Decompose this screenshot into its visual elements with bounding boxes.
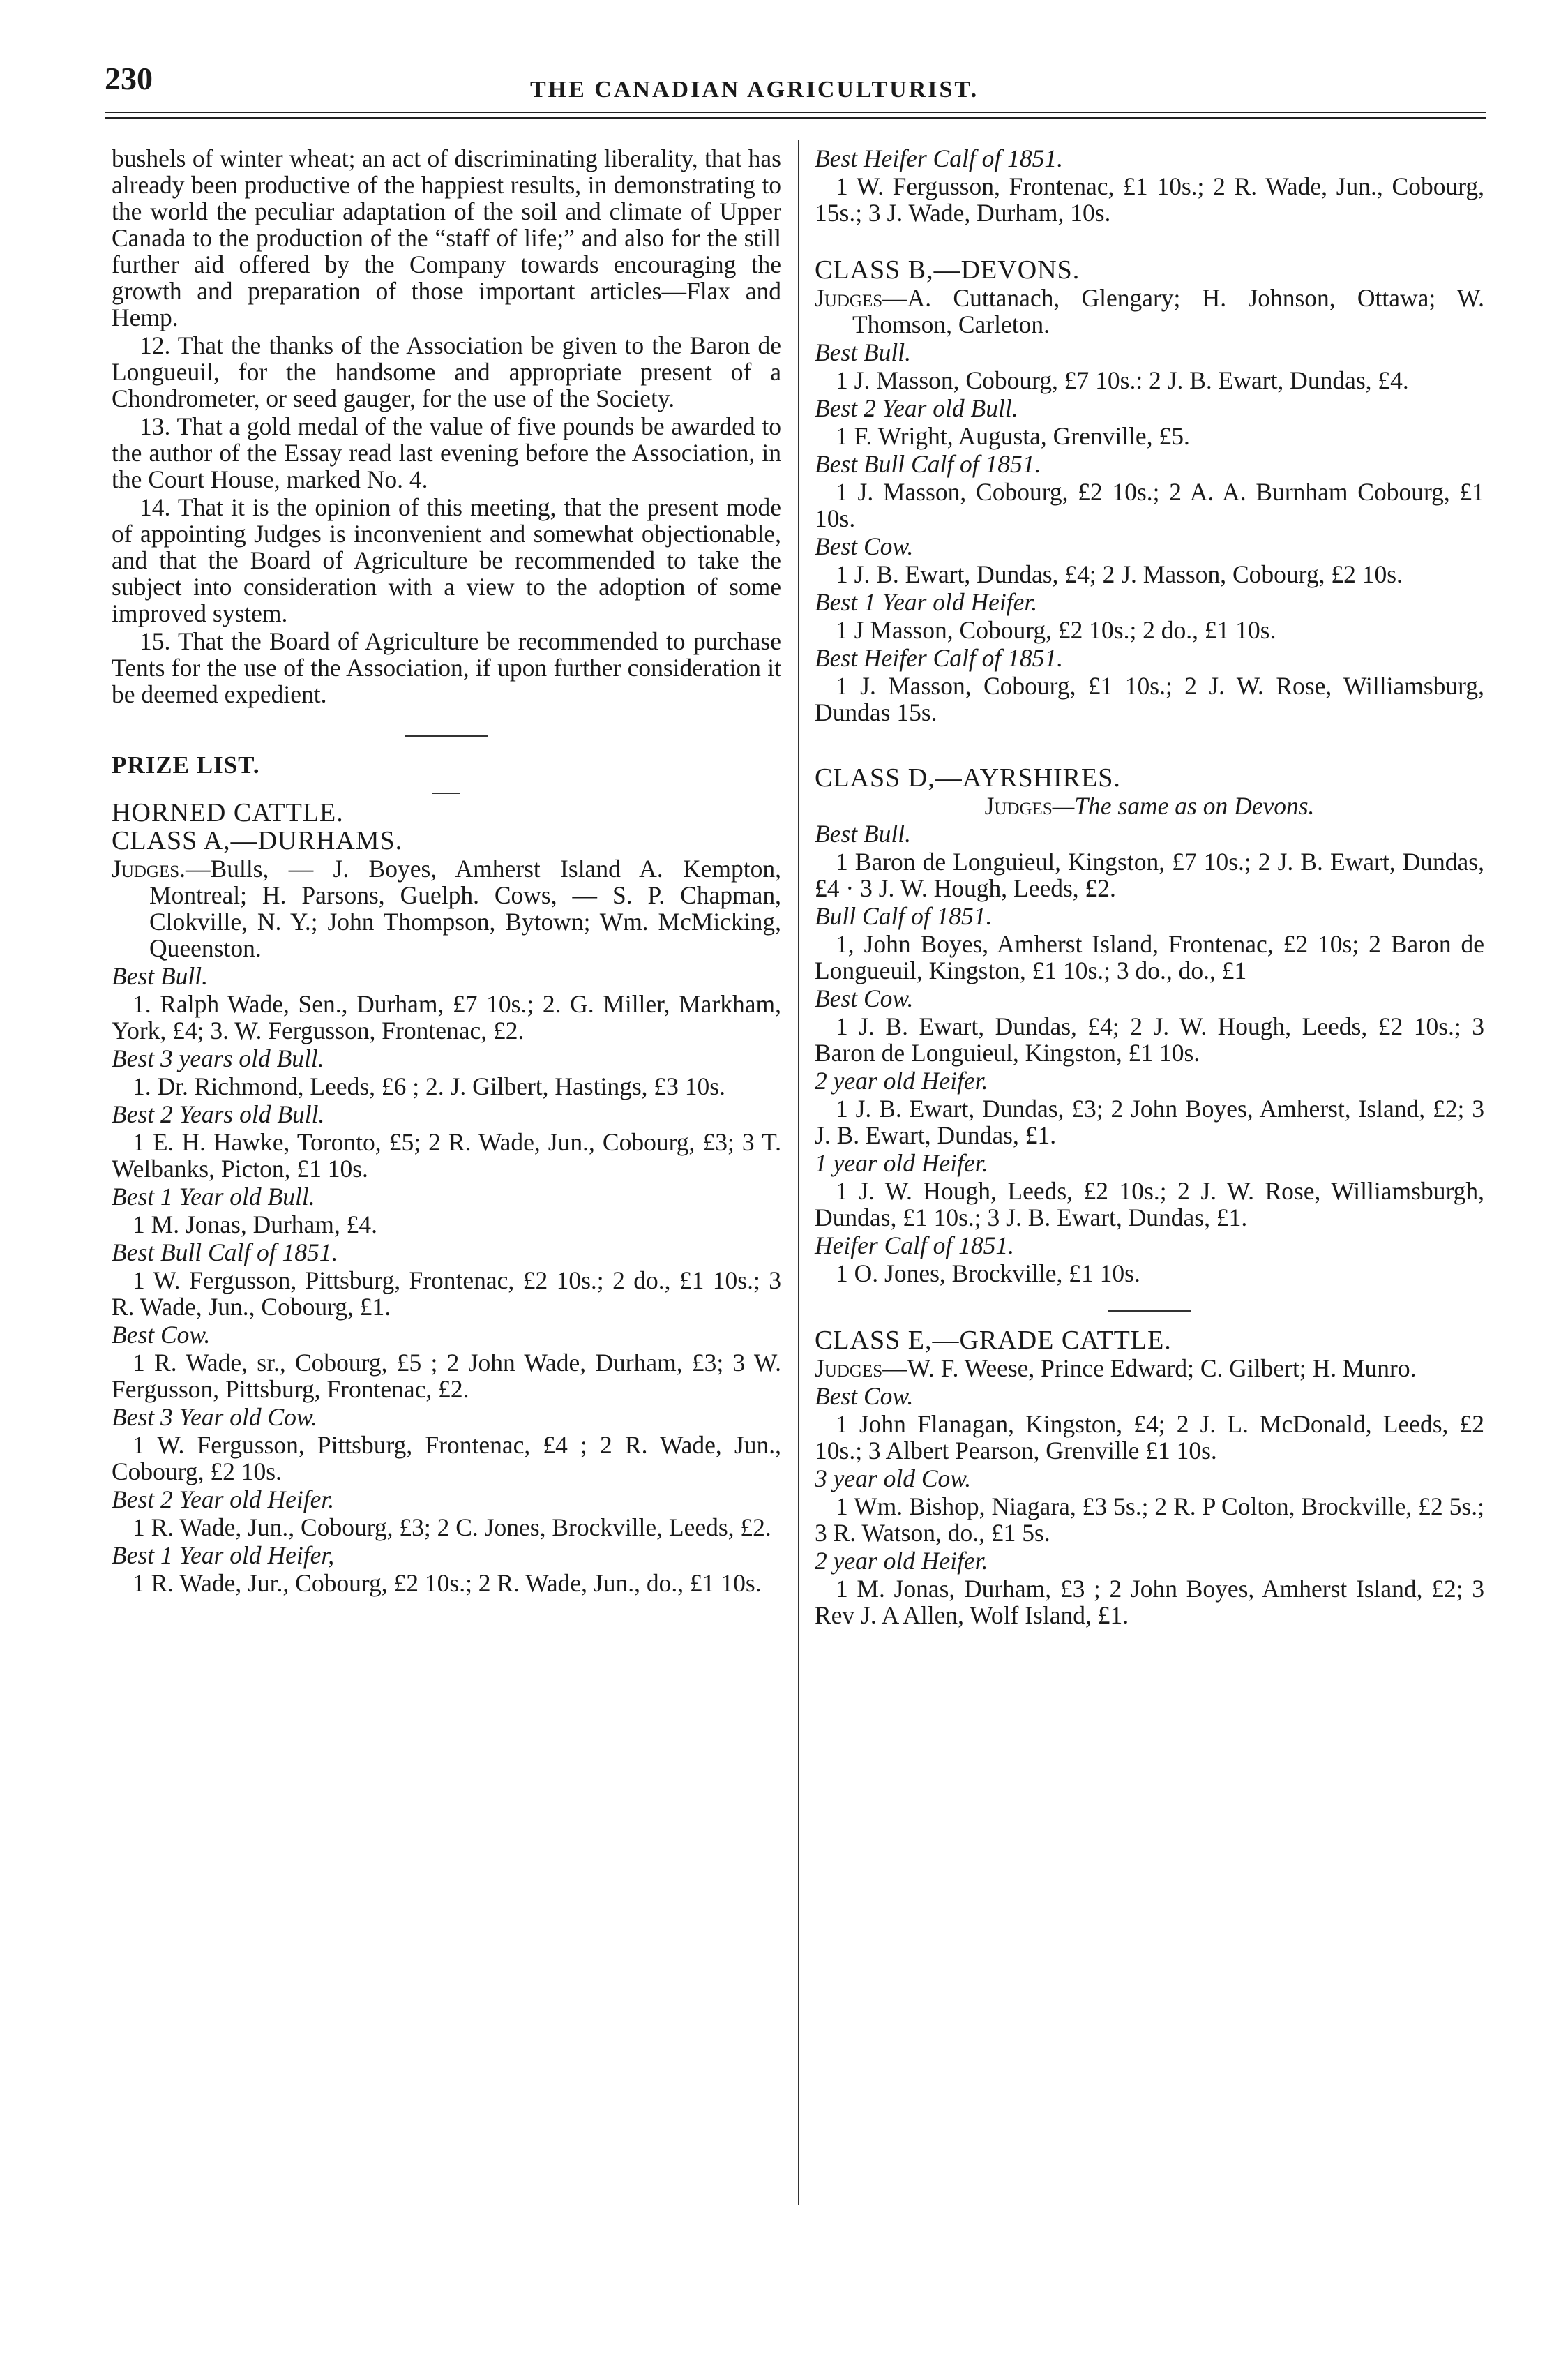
award-heading: Best Cow.: [112, 1321, 211, 1349]
award-entry: 1 J. Masson, Cobourg, £1 10s.; 2 J. W. Rose, Williamsburg, Dundas 15s.: [815, 672, 1484, 726]
running-title: THE CANADIAN AGRICULTURIST.: [530, 77, 979, 103]
paragraph-continued: bushels of winter wheat; an act of discriminating liberality, that has already been productive of the happiest results, in demonstrating to the world the peculiar adaptation of the soil and climate of Upper Canada to the production of the “staff of life;” and also for the still further aid offered by the Company towards encouraging the growth and preparation of those important articles—Flax and Hemp.: [112, 144, 781, 331]
award-heading: Best Bull.: [815, 820, 912, 848]
judges-label: Judges: [815, 1354, 883, 1382]
award-entry: 1 J Masson, Cobourg, £2 10s.; 2 do., £1 10s.: [836, 616, 1276, 644]
award-heading: Best Bull Calf of 1851.: [815, 450, 1041, 478]
resolution-14: 14. That it is the opinion of this meeting, that the present mode of appointing Judges is inconvenient and somewhat objectionable, and that the Board of Agriculture be recommended to take the subject into consideration with a view to the adoption of some improved system.: [112, 493, 781, 627]
judges-label: Judges: [984, 792, 1053, 820]
header-rule-bottom: [105, 117, 1486, 119]
award-heading: 2 year old Heifer.: [815, 1547, 988, 1575]
award-entry: 1 J. Masson, Cobourg, £7 10s.: 2 J. B. Ewart, Dundas, £4.: [836, 366, 1409, 394]
award-heading: Best 3 Year old Cow.: [112, 1403, 317, 1431]
award-heading: Best Heifer Calf of 1851.: [815, 644, 1063, 672]
award-heading: 1 year old Heifer.: [815, 1149, 988, 1177]
class-d-heading: CLASS D,—AYRSHIRES.: [815, 763, 1121, 793]
award-entry: 1 R. Wade, sr., Cobourg, £5 ; 2 John Wade, Durham, £3; 3 W. Fergusson, Pittsburg, Frontenac, £2.: [112, 1349, 781, 1403]
award-entry: 1 J. W. Hough, Leeds, £2 10s.; 2 J. W. Rose, Williamsburgh, Dundas, £1 10s.; 3 J. B. Ewart, Dundas, £1.: [815, 1177, 1484, 1231]
class-b-heading: CLASS B,—DEVONS.: [815, 255, 1080, 285]
right-column: [815, 145, 1484, 1630]
award-entry: 1 M. Jonas, Durham, £3 ; 2 John Boyes, Amherst Island, £2; 3 Rev J. A Allen, Wolf Island, £1.: [815, 1575, 1484, 1629]
award-entry: 1 R. Wade, Jur., Cobourg, £2 10s.; 2 R. Wade, Jun., do., £1 10s.: [133, 1569, 762, 1597]
award-entry: 1 W. Fergusson, Pittsburg, Frontenac, £4 ; 2 R. Wade, Jun., Cobourg, £2 10s.: [112, 1431, 781, 1485]
judges-text: —W. F. Weese, Prince Edward; C. Gilbert; H. Munro.: [882, 1354, 1417, 1382]
award-entry: 1 J. B. Ewart, Dundas, £3; 2 John Boyes, Amherst, Island, £2; 3 J. B. Ewart, Dundas, £1.: [815, 1095, 1484, 1149]
section-divider: [405, 735, 488, 737]
award-entry: 1 R. Wade, Jun., Cobourg, £3; 2 C. Jones, Brockville, Leeds, £2.: [133, 1513, 771, 1541]
award-heading: Heifer Calf of 1851.: [815, 1231, 1014, 1259]
award-entry: 1 W. Fergusson, Frontenac, £1 10s.; 2 R. Wade, Jun., Cobourg, 15s.; 3 J. Wade, Durham, 10s.: [815, 172, 1484, 227]
judges-text: —A. Cuttanach, Glengary; H. Johnson, Ottawa; W. Thomson, Carleton.: [852, 284, 1484, 338]
award-heading: Best Cow.: [815, 532, 914, 560]
award-entry: 1. Dr. Richmond, Leeds, £6 ; 2. J. Gilbert, Hastings, £3 10s.: [133, 1072, 725, 1100]
page-number: 230: [105, 61, 153, 96]
award-entry: 1 F. Wright, Augusta, Grenville, £5.: [836, 422, 1190, 450]
award-heading: Best Cow.: [815, 984, 914, 1012]
award-heading: Best Cow.: [815, 1382, 914, 1410]
judges-class-d: [815, 793, 1484, 819]
award-entry: 1 Wm. Bishop, Niagara, £3 5s.; 2 R. P Colton, Brockville, £2 5s.; 3 R. Watson, do., £1 5s.: [815, 1492, 1484, 1547]
award-heading: Best 1 Year old Heifer.: [815, 588, 1038, 616]
award-heading: Best 3 years old Bull.: [112, 1044, 324, 1072]
award-heading: Best Heifer Calf of 1851.: [815, 144, 1063, 172]
class-e-heading: CLASS E,—GRADE CATTLE.: [815, 1326, 1172, 1355]
award-entry: 1 J. B. Ewart, Dundas, £4; 2 J. Masson, Cobourg, £2 10s.: [836, 560, 1403, 588]
horned-cattle-heading: HORNED CATTLE.: [112, 798, 344, 827]
award-heading: Best 2 Years old Bull.: [112, 1100, 325, 1128]
award-entry: 1 E. H. Hawke, Toronto, £5; 2 R. Wade, Jun., Cobourg, £3; 3 T. Welbanks, Picton, £1 10s.: [112, 1128, 781, 1183]
award-heading: Bull Calf of 1851.: [815, 902, 993, 930]
judges-label: Judges: [815, 284, 883, 312]
award-entry: 1, John Boyes, Amherst Island, Frontenac, £2 10s; 2 Baron de Longueuil, Kingston, £1 10s.; 3 do., do., £1: [815, 930, 1484, 984]
award-heading: 2 year old Heifer.: [815, 1067, 988, 1095]
prize-list-heading: PRIZE LIST.: [112, 751, 260, 779]
class-a-heading: CLASS A,—DURHAMS.: [112, 826, 403, 855]
award-entry: 1 M. Jonas, Durham, £4.: [133, 1210, 378, 1238]
award-entry: 1 J. B. Ewart, Dundas, £4; 2 J. W. Hough, Leeds, £2 10s.; 3 Baron de Longuieul, Kingston, £1 10s.: [815, 1012, 1484, 1067]
header-rule-top: [105, 112, 1486, 113]
section-divider: [1108, 1310, 1191, 1312]
award-heading: Best 1 Year old Bull.: [112, 1183, 315, 1210]
judges-label: Judges.: [112, 855, 186, 883]
award-heading: Best 2 Year old Bull.: [815, 394, 1018, 422]
award-heading: Best Bull.: [815, 338, 912, 366]
award-heading: Best 1 Year old Heifer,: [112, 1541, 335, 1569]
award-entry: 1 O. Jones, Brockville, £1 10s.: [836, 1259, 1140, 1287]
resolution-15: 15. That the Board of Agriculture be recommended to purchase Tents for the use of the Association, if upon further consideration it be deemed expedient.: [112, 627, 781, 708]
resolution-12: 12. That the thanks of the Association be given to the Baron de Longueuil, for the handsome and appropriate present of a Chondrometer, or seed gauger, for the use of the Society.: [112, 331, 781, 412]
award-heading: Best Bull.: [112, 962, 209, 990]
resolution-13: 13. That a gold medal of the value of five pounds be awarded to the author of the Essay read last evening before the Association, in the Court House, marked No. 4.: [112, 412, 781, 493]
judges-class-e: [815, 1355, 1484, 1381]
award-entry: 1 John Flanagan, Kingston, £4; 2 J. L. McDonald, Leeds, £2 10s.; 3 Albert Pearson, Grenville £1 10s.: [815, 1410, 1484, 1464]
judges-class-a: [112, 855, 781, 961]
award-heading: Best 2 Year old Heifer.: [112, 1485, 335, 1513]
award-entry: 1 Baron de Longuieul, Kingston, £7 10s.; 2 J. B. Ewart, Dundas, £4 · 3 J. W. Hough, Leeds, £2.: [815, 848, 1484, 902]
judges-text: —Bulls, — J. Boyes, Amherst Island A. Kempton, Montreal; H. Parsons, Guelph. Cows, — S. P. Chapman, Clokville, N. Y.; John Thompson, Bytown; Wm. McMicking, Queenston.: [149, 855, 781, 962]
judges-text: —The same as on Devons.: [1052, 792, 1315, 820]
award-entry: 1 J. Masson, Cobourg, £2 10s.; 2 A. A. Burnham Cobourg, £1 10s.: [815, 478, 1484, 532]
award-entry: 1. Ralph Wade, Sen., Durham, £7 10s.; 2. G. Miller, Markham, York, £4; 3. W. Fergusson, Frontenac, £2.: [112, 990, 781, 1044]
award-entry: 1 W. Fergusson, Pittsburg, Frontenac, £2 10s.; 2 do., £1 10s.; 3 R. Wade, Jun., Cobourg, £1.: [112, 1266, 781, 1321]
column-divider: [798, 140, 799, 2205]
left-column: [112, 145, 781, 1598]
award-heading: Best Bull Calf of 1851.: [112, 1238, 338, 1266]
section-divider: [432, 793, 460, 794]
judges-class-b: [815, 285, 1484, 338]
award-heading: 3 year old Cow.: [815, 1464, 972, 1492]
